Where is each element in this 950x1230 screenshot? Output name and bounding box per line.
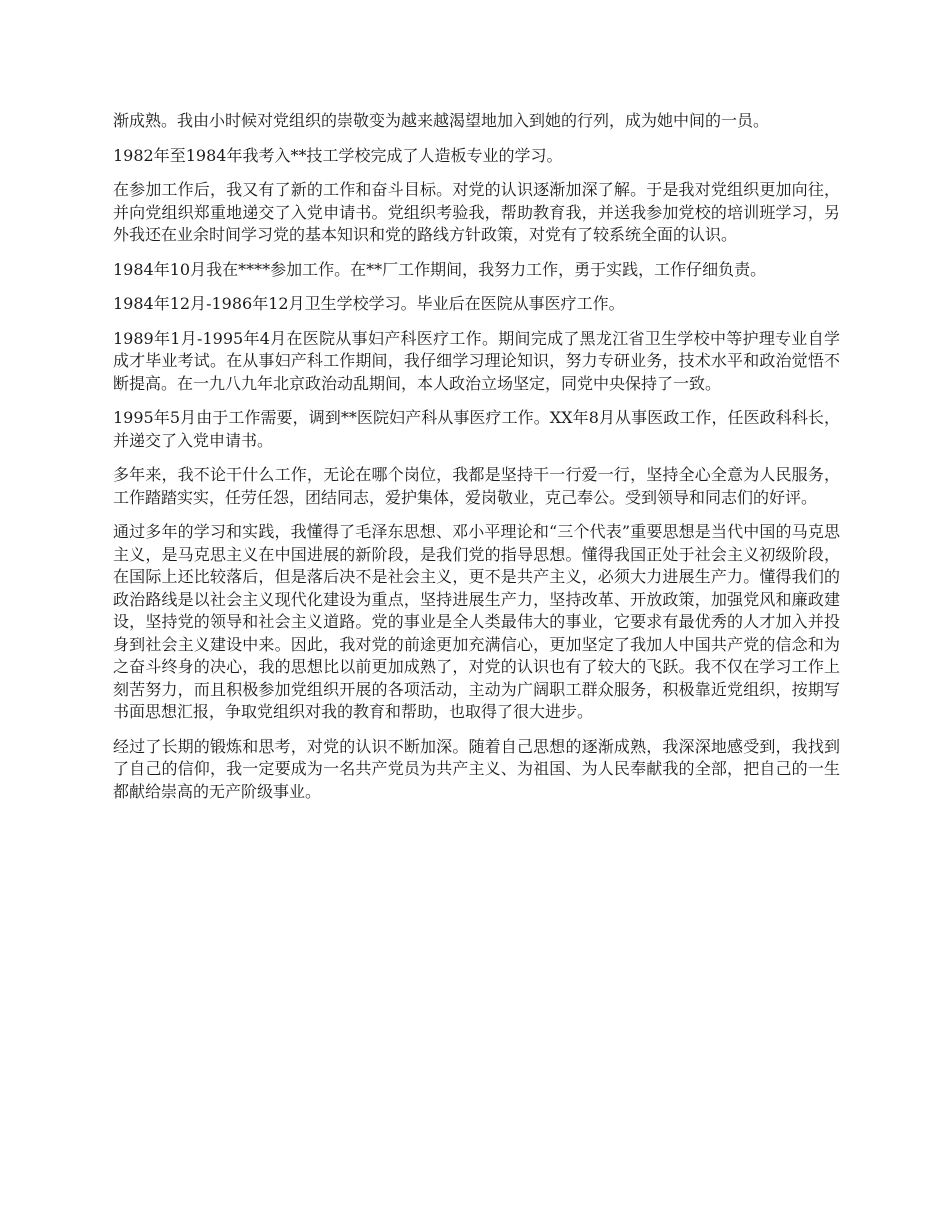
paragraph-1: 渐成熟。我由小时候对党组织的崇敬变为越来越渴望地加入到她的行列，成为她中间的一员。 (113, 111, 770, 130)
paragraph-2: 1982年至1984年我考入**技工学校完成了人造板专业的学习。 (113, 145, 563, 165)
paragraph-9: 通过多年的学习和实践，我懂得了毛泽东思想、邓小平理论和“三个代表”重要思想是当代中国的马克思主义，是马克思主义在中国进展的新阶段，是我们党的指导思想。懂得我国正处于社会主义初级阶段，在国际上还比较落后，但是落后决不是社会主义，更不是共产主义，必须大力进展生产力。懂得我们的政治路线是以社会主义现代化建设为重点，坚持进展生产力，坚持改革、开放政策，加强党风和廉政建设，坚持党的领导和社会主义道路。党的事业是全人类最伟大的事业，它要求有最优秀的人才加入并投身到社会主义建设中来。因此，我对党的前途更加充满信心，更加坚定了我加人中国共产党的信念和为之奋斗终身的决心，我的思想比以前更加成熟了，对党的认识也有了较大的飞跃。我不仅在学习工作上刻苦努力，而且积极参加党组织开展的各项活动，主动为广阔职工群众服务，积极靠近党组织，按期写书面思想汇报，争取党组织对我的教育和帮助，也取得了很大进步。 (113, 522, 840, 721)
paragraph-5: 1984年12月-1986年12月卫生学校学习。毕业后在医院从事医疗工作。 (113, 294, 625, 313)
paragraph-8: 多年来，我不论干什么工作，无论在哪个岗位，我都是坚持干一行爱一行，坚持全心全意为人民服务，工作踏踏实实，任劳任怨，团结同志，爱护集体，爱岗敬业，克己奉公。受到领导和同志们的好评。 (113, 465, 840, 507)
paragraph-7: 1995年5月由于工作需要，调到**医院妇产科从事医疗工作。XX年8月从事医政工作，任医政科科长，并递交了入党申请书。 (113, 408, 840, 450)
paragraph-10: 经过了长期的锻炼和思考，对党的认识不断加深。随着自己思想的逐渐成熟，我深深地感受到，我找到了自己的信仰，我一定要成为一名共产党员为共产主义、为祖国、为人民奉献我的全部，把自己的一生都献给崇高的无产阶级事业。 (113, 736, 840, 801)
document-body (113, 110, 840, 815)
paragraph-3: 在参加工作后，我又有了新的工作和奋斗目标。对党的认识逐渐加深了解。于是我对党组织更加向往，并向党组织郑重地递交了入党申请书。党组织考验我，帮助教育我，并送我参加党校的培训班学习，另外我还在业余时间学习党的基本知识和党的路线方针政策，对党有了较系统全面的认识。 (113, 180, 840, 244)
paragraph-4: 1984年10月我在****参加工作。在**厂工作期间，我努力工作，勇于实践，工作仔细负责。 (113, 259, 767, 279)
paragraph-6: 1989年1月-1995年4月在医院从事妇产科医疗工作。期间完成了黑龙江省卫生学校中等护理专业自学成才毕业考试。在从事妇产科工作期间，我仔细学习理论知识，努力专研业务，技术水平和政治觉悟不断提高。在一九八九年北京政治动乱期间，本人政治立场坚定，同党中央保持了一致。 (113, 328, 840, 393)
